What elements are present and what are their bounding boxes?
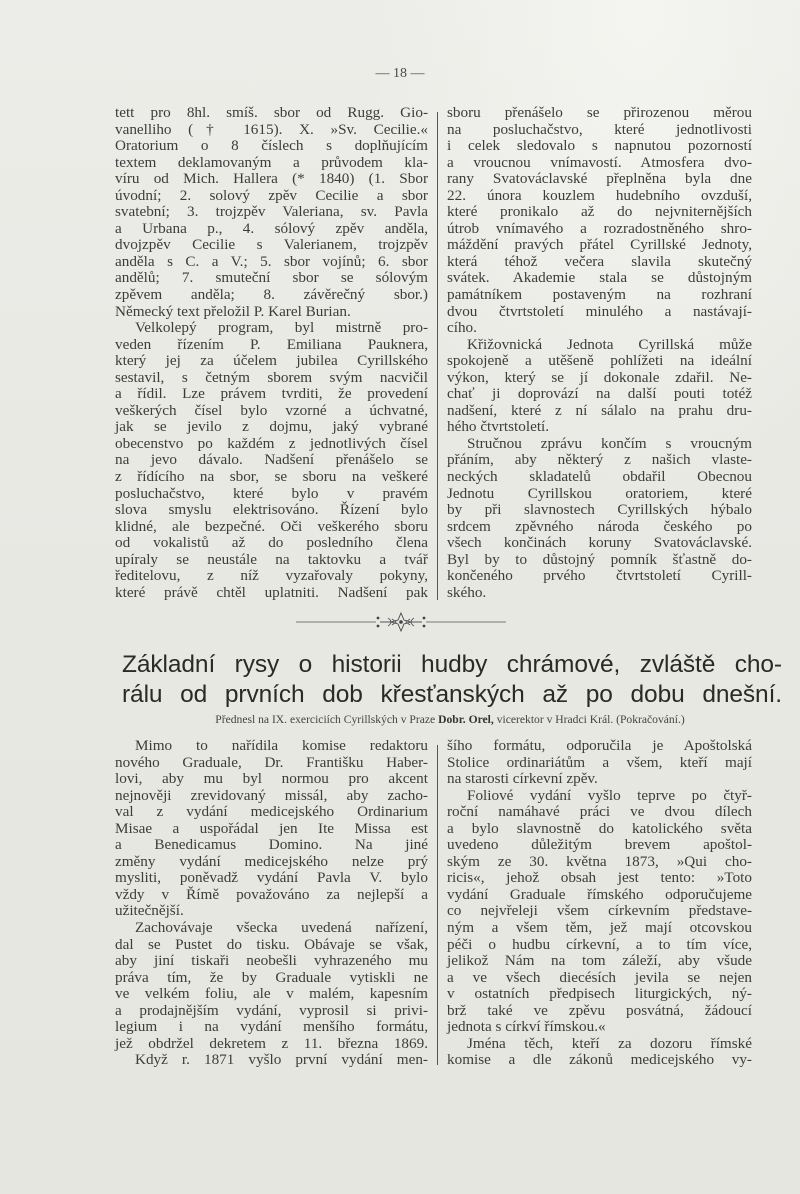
text-line: končeného prvého čtvrtstoletí Cyrill-: [447, 567, 752, 585]
text-line: v ostatních předpisech liturgických, ný-: [447, 985, 752, 1003]
article-byline: [118, 713, 782, 726]
text-line: hého čtvrtstoletí.: [447, 418, 550, 436]
text-line: Když r. 1871 vyšlo první vydání men-: [135, 1051, 428, 1069]
column-divider-top: [437, 112, 438, 600]
text-line: Zachovávaje všecka uvedená nařízení,: [135, 919, 428, 937]
text-line: a Urbana p., 4. sólový zpěv anděla,: [115, 219, 428, 237]
text-line: jež obdržel dekretem z 11. března 1869.: [115, 1034, 428, 1052]
text-line: který jej za účelem jubilea Cyrillského: [115, 352, 428, 370]
text-line: svátek. Akademie stala se důstojným: [447, 269, 752, 287]
text-line: Křižovnická Jednota Cyrillská může: [467, 335, 752, 353]
top-right-column: [447, 105, 752, 601]
article-title-line: Základní rysy o historii hudby chrámové, zvláště cho-: [122, 651, 782, 678]
text-line: by při slavnostech Cyrillských hýbalo: [447, 501, 752, 519]
text-line: val z vydání medicejského Ordinarium: [115, 803, 428, 821]
text-line: Německý text přeložil P. Karel Burian.: [115, 302, 351, 320]
text-line: nového Graduale, Dr. Františku Haber-: [115, 753, 428, 771]
text-line: z řídícího na sbor, se sboru na veškeré: [115, 468, 428, 486]
text-line: anděla s C. a V.; 5. sbor vojínů; 6. sbor: [115, 252, 428, 270]
byline-prefix: Přednesl na IX. exerciciích Cyrillských v Praze: [215, 713, 436, 726]
text-line: a Benedicamus Domino. Na jiné: [115, 836, 428, 854]
text-line: ným a všem těm, jež mají otcovskou: [447, 919, 752, 937]
text-line: které právě chtěl uplatniti. Nadšení pak: [115, 583, 428, 601]
text-line: Stolice ordinariátům a všem, kteří mají: [447, 753, 752, 771]
text-line: sboru přenášelo se přirozenou měrou: [447, 104, 752, 121]
text-line: útrob vnímavého a rozradostněného shro-: [447, 219, 752, 237]
page-number: — 18 —: [375, 66, 425, 81]
text-line: Stručnou zprávu končím s vroucným: [467, 434, 752, 452]
text-line: mysliti, poněvadž vydání Pavla V. bylo: [115, 869, 428, 887]
text-line: rany Svatováclavské přeplněna byla dne: [447, 170, 752, 188]
text-line: andělů; 7. smuteční sbor se sólovým: [115, 269, 428, 287]
text-line: na starosti církevní zpěv.: [447, 770, 598, 788]
text-line: nadšení, které z ní sálalo na prahu dru-: [447, 401, 752, 419]
text-line: víru od Mich. Hallera (* 1840) (1. Sbor: [115, 170, 428, 188]
article-left-column: [115, 738, 428, 1069]
text-line: přáním, aby některý z našich vlaste-: [447, 451, 752, 469]
byline-suffix: vicerektor v Hradci Král. (Pokračování.): [496, 713, 685, 726]
text-line: zpěvem anděla; 8. závěrečný sbor.): [115, 286, 428, 304]
text-line: slova smyslu elektrisováno. Řízení bylo: [115, 501, 428, 519]
text-line: brž také ve zpěvu posvátná, žádoucí: [447, 1001, 752, 1019]
text-line: a bylo slavnostně do katolického světa: [447, 819, 752, 837]
text-line: Oratorium o 8 číslech s doplňujícím: [115, 137, 428, 155]
text-line: chať ji doprovází na další pouti totéž: [447, 385, 752, 403]
text-line: které pronikalo až do nejvniternějších: [447, 203, 752, 221]
article-title-line: rálu od prvních dob křesťanských až po dobu dnešní.: [122, 681, 782, 708]
text-line: jelikož Nám na tom záleží, aby všude: [447, 952, 752, 970]
text-line: upíraly se neustále na taktovku a tvář: [115, 550, 428, 568]
text-line: ricis«, jehož obsah jest tento: »Toto: [447, 869, 752, 887]
text-line: Velkolepý program, byl mistrně pro-: [135, 319, 428, 337]
text-line: komise a dle zákonů medicejského vy-: [447, 1051, 752, 1069]
text-line: na posluchačstvo, které jednotlivosti: [447, 120, 752, 138]
text-line: Jména těch, kteří za dozoru římské: [467, 1034, 752, 1052]
column-divider-bottom: [437, 745, 438, 1065]
text-line: Jednotu Cyrillskou oratoriem, které: [447, 484, 752, 502]
text-line: spokojeně a utěšeně pohlížeti na ideální: [447, 352, 752, 370]
text-line: nejnověji zrevidovaný missál, aby zacho-: [115, 786, 428, 804]
text-line: lovi, aby mu byl normou pro akcent: [115, 770, 428, 788]
text-line: obecenstvo po každém z jednotlivých čísel: [115, 434, 428, 452]
text-line: změny vydání medicejského nelze prý: [115, 852, 428, 870]
text-line: veškerých čísel bylo vzorné a úchvatné,: [115, 401, 428, 419]
text-line: práva tím, že by Graduale vytiskli ne: [115, 968, 428, 986]
text-line: od vokalistů až do posledního člena: [115, 534, 428, 552]
top-left-column: [115, 105, 428, 601]
text-line: svatební; 3. trojzpěv Valeriana, sv. Pavla: [115, 203, 428, 221]
text-line: která téhož večera slavila skutečný: [447, 252, 752, 270]
text-line: šího formátu, odporučila je Apoštolská: [447, 737, 752, 754]
text-line: i celek sledovalo s napnutou pozorností: [447, 137, 752, 155]
text-line: dal se Pustet do tisku. Obávaje se však,: [115, 935, 428, 953]
text-line: posluchačstvo, které bylo v pravém: [115, 484, 428, 502]
text-line: a vroucnou vnímavostí. Atmosfera dvo-: [447, 153, 752, 171]
text-line: cího.: [447, 319, 477, 337]
text-line: jednota s církví římskou.«: [447, 1018, 606, 1036]
text-line: Byl by to důstojný pomník šťastně do-: [447, 550, 752, 568]
text-line: klidné, ale bezpečné. Oči veškerého sboru: [115, 517, 428, 535]
text-line: roční namáhavé práci ve dvou dílech: [447, 803, 752, 821]
fleuron-divider-icon: [296, 610, 506, 634]
text-line: vždy v Římě považováno za nejlepší a: [115, 885, 428, 903]
text-line: výkon, který se jí dokonale zdařil. Ne-: [447, 368, 752, 386]
text-line: Mimo to nařídila komise redaktoru: [135, 737, 428, 754]
article-right-column: [447, 738, 752, 1069]
text-line: všech končinách koruny Svatováclavské.: [447, 534, 752, 552]
text-line: Foliové vydání vyšlo teprve po čtyř-: [467, 786, 752, 804]
text-line: Misae a uspořádal jen Ite Missa est: [115, 819, 428, 837]
text-line: uvedeno důležitým brevem apoštol-: [447, 836, 752, 854]
text-line: ředitelovu, z níž vyzařovaly pokyny,: [115, 567, 428, 585]
text-line: 22. února kouzlem hudebního ovzduší,: [447, 186, 752, 204]
byline-author: Dobr. Orel,: [438, 713, 494, 726]
text-line: legium i na vydání menšího formátu,: [115, 1018, 428, 1036]
text-line: úvodní; 2. solový zpěv Cecilie a sbor: [115, 186, 428, 204]
text-line: ským ze 30. května 1873, »Qui cho-: [447, 852, 752, 870]
text-line: neckých skladatelů obdařil Obecnou: [447, 468, 752, 486]
article-title: [122, 650, 782, 710]
text-line: veden řízením P. Emiliana Pauknera,: [115, 335, 428, 353]
text-line: máždění pravých přátel Cyrillské Jednoty,: [447, 236, 752, 254]
text-line: dvojzpěv Cecilie s Valerianem, trojzpěv: [115, 236, 428, 254]
text-line: sestavil, s četným sborem svým nacvičil: [115, 368, 428, 386]
text-line: na jevo dávalo. Nadšení přenášelo se: [115, 451, 428, 469]
text-line: vanelliho († 1615). X. »Sv. Cecilie.«: [115, 120, 428, 138]
text-line: a řídil. Lze právem tvrditi, že provedení: [115, 385, 428, 403]
text-line: užitečnější.: [115, 902, 184, 920]
text-line: textem deklamovaným a průvodem kla-: [115, 153, 428, 171]
text-line: aby jiní tiskaři neobešli vyhrazeného mu: [115, 952, 428, 970]
text-line: vydání Graduale římského odporučujeme: [447, 885, 752, 903]
text-line: ského.: [447, 583, 487, 601]
text-line: ve velkém foliu, ale v malém, kapesním: [115, 985, 428, 1003]
text-line: péči o hudbu církevní, a to tím více,: [447, 935, 752, 953]
text-line: co nejvřeleji všem církevním představe-: [447, 902, 752, 920]
text-line: jak se jevilo z dojmu, jaký vybrané: [115, 418, 428, 436]
text-line: dvou čtvrtstoletí minulého a nastávají-: [447, 302, 752, 320]
text-line: srdcem zpěvného národa českého po: [447, 517, 752, 535]
text-line: tett pro 8hl. smíš. sbor od Rugg. Gio-: [115, 104, 428, 121]
text-line: a ve všech diecésích jevila se nejen: [447, 968, 752, 986]
text-line: památníkem postaveným na rozhraní: [447, 286, 752, 304]
text-line: a prodajnějším vydání, vyprosil si privi-: [115, 1001, 428, 1019]
